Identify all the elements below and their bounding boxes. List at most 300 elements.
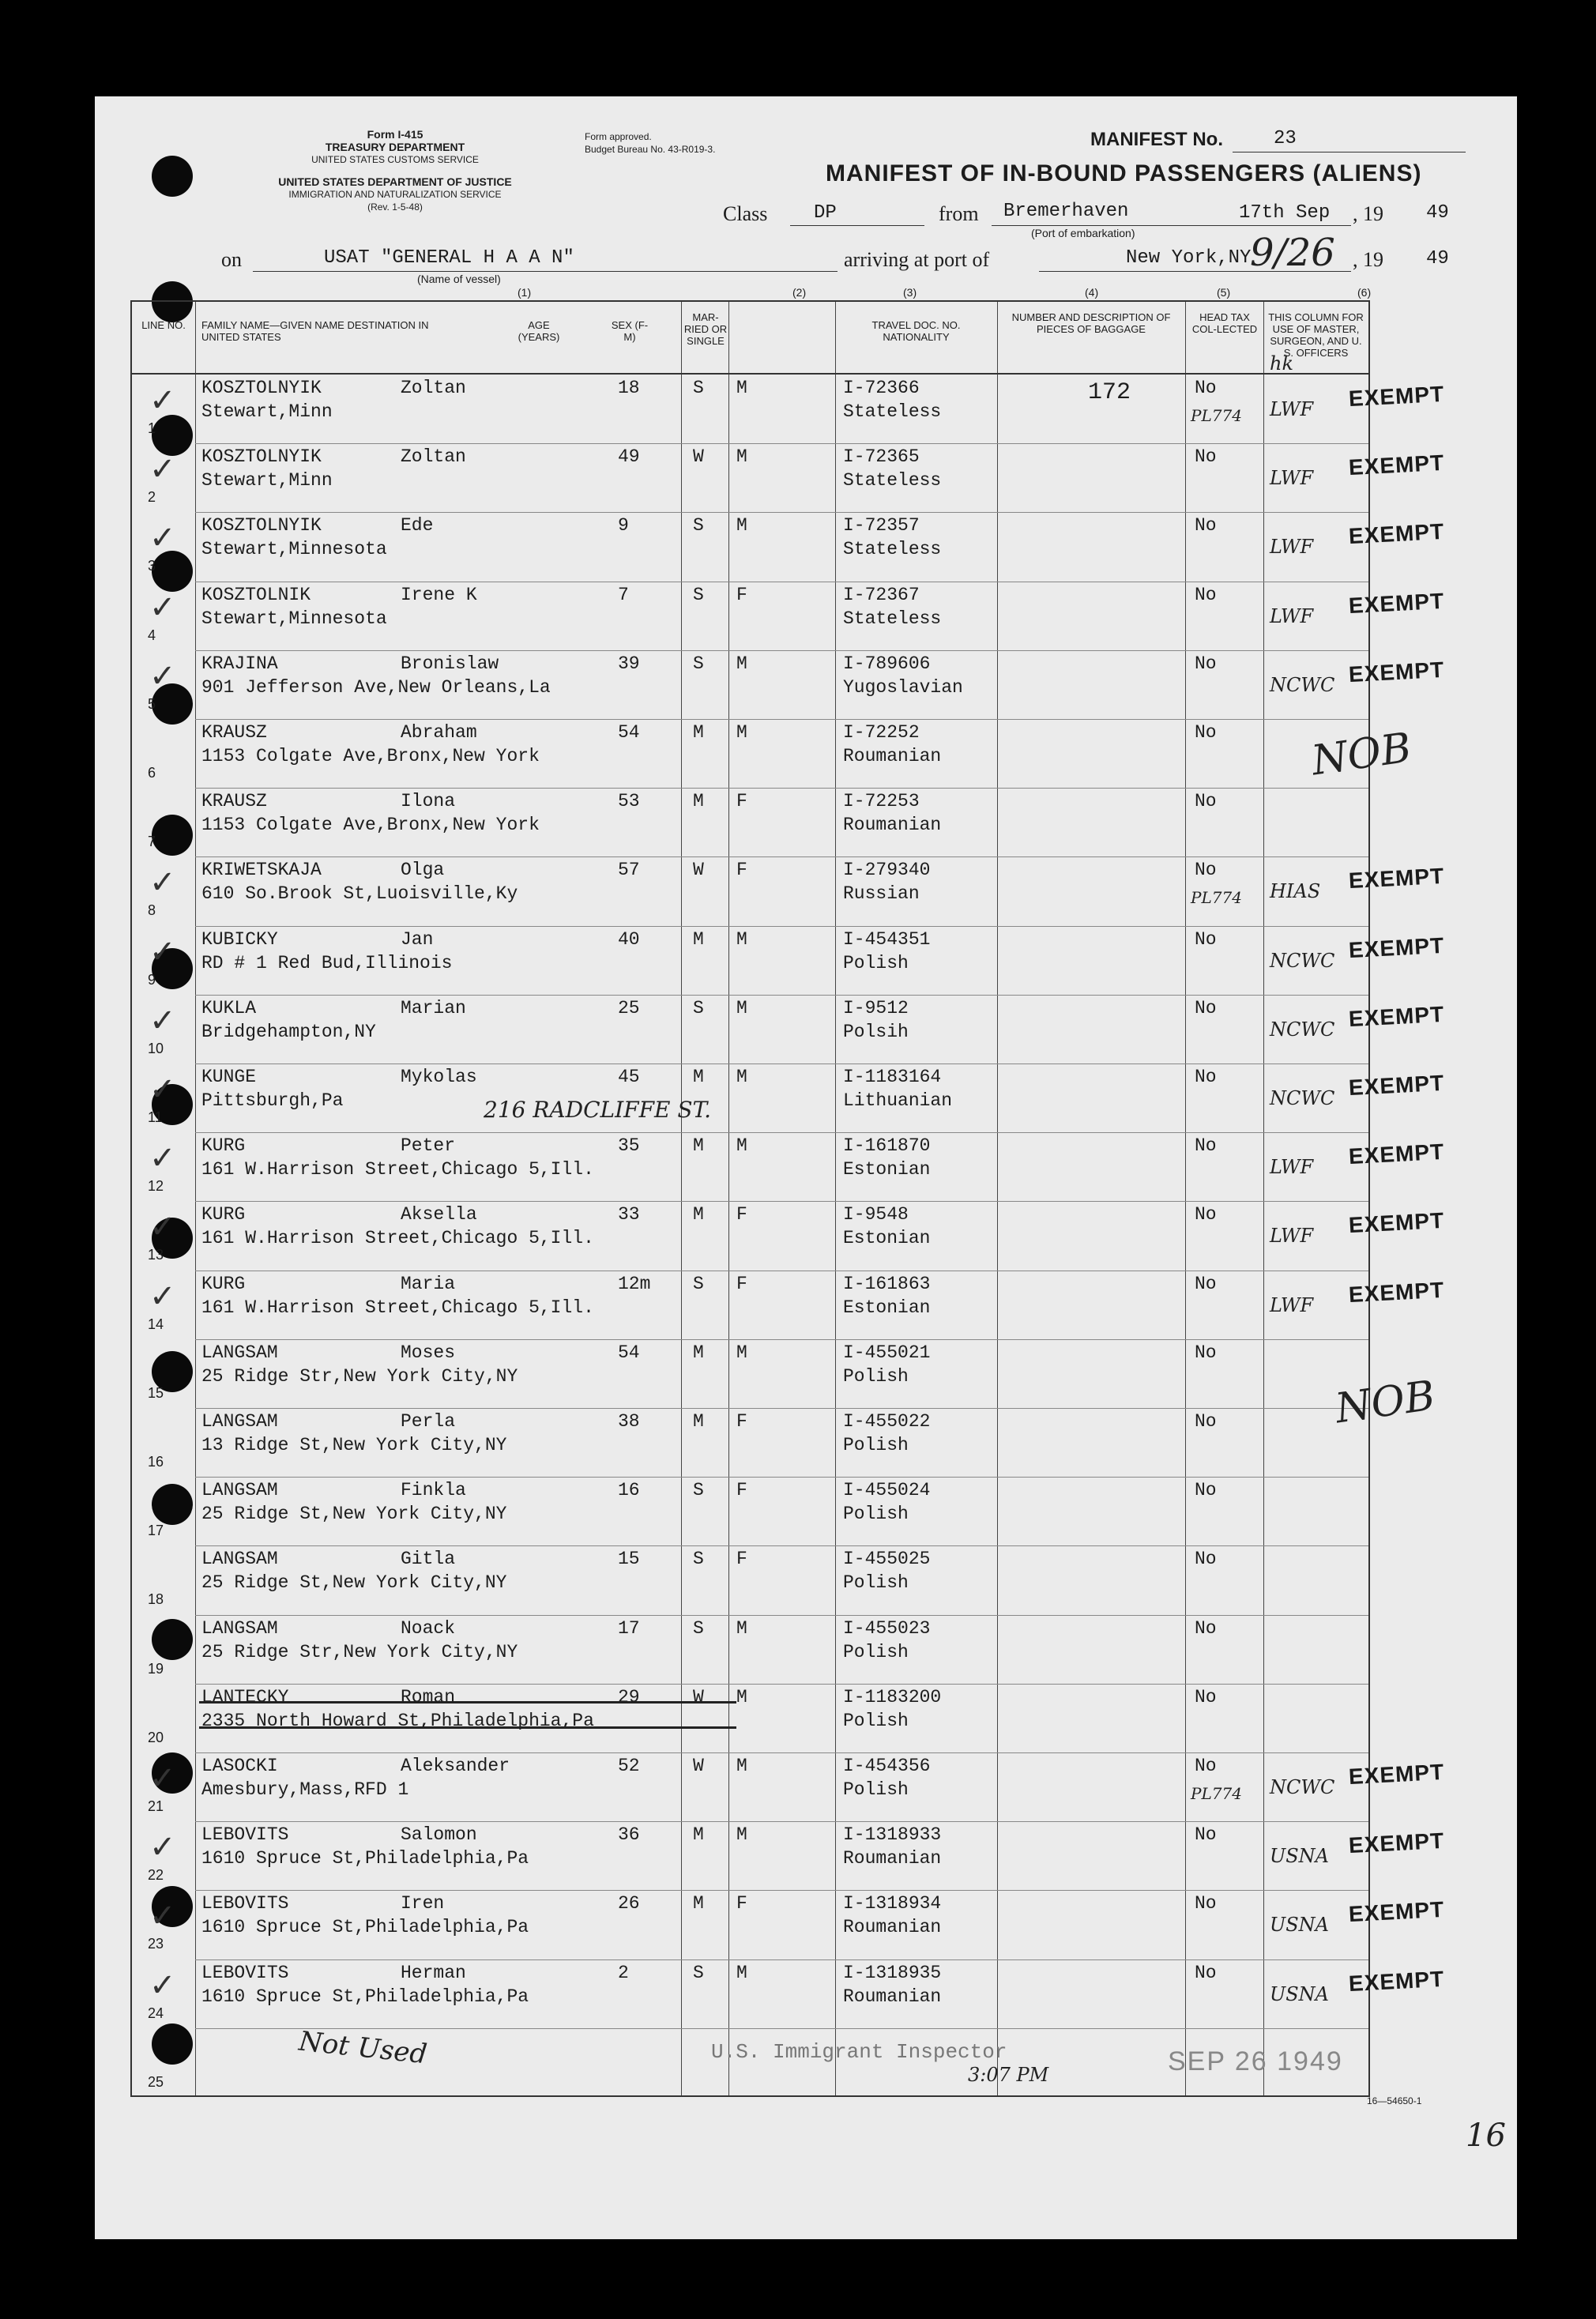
- travel-doc: I-161863: [843, 1273, 931, 1294]
- given-name: Salomon: [401, 1824, 477, 1846]
- head-tax: No: [1195, 1962, 1217, 1983]
- arrival-year-suffix: 49: [1426, 248, 1449, 269]
- agency-note: LWF: [1270, 398, 1314, 420]
- exempt-stamp: EXEMPT: [1348, 932, 1445, 962]
- destination: Stewart,Minnesota: [201, 608, 387, 629]
- baggage: 172: [1088, 379, 1131, 406]
- table-row: [132, 582, 1445, 650]
- travel-doc: I-455024: [843, 1480, 931, 1501]
- check-mark-icon: ✓: [149, 520, 176, 557]
- head-tax: No: [1195, 791, 1217, 812]
- line-number: 4: [148, 627, 156, 643]
- destination: 25 Ridge Str,New York City,NY: [201, 1641, 518, 1662]
- family-name: KRAJINA: [201, 653, 278, 674]
- head-tax: No: [1195, 378, 1217, 398]
- street-note: 216 RADCLIFFE ST.: [484, 1097, 712, 1123]
- manifest-no: 23: [1274, 128, 1297, 149]
- agency-note: LWF: [1270, 604, 1314, 627]
- family-name: LEBOVITS: [201, 1824, 289, 1846]
- given-name: Ilona: [401, 791, 456, 812]
- col-header-line: LINE NO.: [141, 319, 186, 331]
- exempt-stamp: EXEMPT: [1348, 1208, 1445, 1238]
- sex: M: [736, 1686, 747, 1707]
- agency-note: NCWC: [1270, 949, 1335, 972]
- marital-status: M: [693, 1411, 704, 1432]
- exempt-stamp: EXEMPT: [1348, 450, 1445, 480]
- given-name: Zoltan: [401, 378, 466, 398]
- page-title: MANIFEST OF IN-BOUND PASSENGERS (ALIENS): [826, 160, 1422, 186]
- family-name: LANGSAM: [201, 1342, 278, 1363]
- family-name: LANTECKY: [201, 1686, 289, 1707]
- line-number: 6: [148, 765, 156, 781]
- sex: M: [736, 1756, 747, 1776]
- col-num-3: (3): [903, 286, 917, 299]
- exempt-stamp: EXEMPT: [1348, 1139, 1445, 1169]
- line-number: 14: [148, 1316, 164, 1332]
- line-number: 21: [148, 1798, 164, 1814]
- from-value: Bremerhaven: [1003, 201, 1129, 222]
- travel-doc: I-454356: [843, 1756, 931, 1776]
- marital-status: M: [693, 791, 704, 812]
- family-name: KURG: [201, 1135, 246, 1157]
- family-name: LANGSAM: [201, 1549, 278, 1570]
- line-number: 1: [148, 420, 156, 436]
- exempt-stamp: EXEMPT: [1348, 1070, 1445, 1101]
- age: 7: [618, 584, 629, 605]
- tax-note: PL774: [1191, 1784, 1242, 1803]
- col-num-4: (4): [1085, 286, 1099, 299]
- age: 39: [618, 653, 640, 674]
- not-used-note: Not Used: [297, 2025, 429, 2071]
- given-name: Jan: [401, 928, 434, 950]
- travel-doc: I-161870: [843, 1135, 931, 1157]
- given-name: Irene K: [401, 584, 477, 605]
- on-label: on: [221, 248, 242, 271]
- nationality: Polish: [843, 952, 909, 973]
- nationality: Roumanian: [843, 746, 942, 766]
- given-name: Abraham: [401, 722, 477, 743]
- travel-doc: I-455025: [843, 1549, 931, 1570]
- sex: M: [736, 928, 747, 950]
- sex: M: [736, 1135, 747, 1157]
- line-number: 18: [148, 1591, 164, 1608]
- budget-bureau: Budget Bureau No. 43-R019-3.: [585, 144, 716, 155]
- travel-doc: I-9512: [843, 997, 909, 1018]
- age: 57: [618, 860, 640, 881]
- sex: F: [736, 1273, 747, 1294]
- col-num-2: (2): [792, 286, 807, 299]
- check-mark-icon: ✓: [149, 1898, 176, 1935]
- check-mark-icon: ✓: [149, 1002, 176, 1039]
- given-name: Bronislaw: [401, 653, 499, 674]
- sex: M: [736, 1824, 747, 1846]
- age: 54: [618, 1342, 640, 1363]
- from-label: from: [939, 202, 979, 225]
- vessel-name: USAT "GENERAL H A A N": [324, 247, 574, 269]
- marital-status: S: [693, 584, 704, 605]
- travel-doc: I-455021: [843, 1342, 931, 1363]
- marital-status: S: [693, 515, 704, 536]
- nationality: Estonian: [843, 1297, 931, 1318]
- exempt-stamp: EXEMPT: [1348, 864, 1445, 894]
- class-label: Class: [723, 202, 768, 225]
- sex: M: [736, 1962, 747, 1983]
- given-name: Zoltan: [401, 446, 466, 468]
- nationality: Lithuanian: [843, 1090, 953, 1111]
- sex: F: [736, 1411, 747, 1432]
- marital-status: S: [693, 1273, 704, 1294]
- exempt-stamp: EXEMPT: [1348, 519, 1445, 549]
- page-number: 16: [1466, 2118, 1506, 2154]
- destination: Amesbury,Mass,RFD 1: [201, 1779, 409, 1800]
- age: 12m: [618, 1273, 651, 1294]
- nationality: Roumanian: [843, 1917, 942, 1938]
- date-stamp: SEP 26 1949: [1168, 2046, 1343, 2076]
- col-header-married: MAR-RIED OR SINGLE: [683, 311, 728, 347]
- table-row: [132, 1064, 1445, 1132]
- travel-doc: I-789606: [843, 653, 931, 674]
- age: 40: [618, 928, 640, 950]
- head-tax: No: [1195, 1067, 1217, 1087]
- check-mark-icon: ✓: [149, 589, 176, 626]
- head-tax: No: [1195, 1342, 1217, 1363]
- travel-doc: I-455023: [843, 1617, 931, 1639]
- sex: M: [736, 515, 747, 536]
- marital-status: S: [693, 1617, 704, 1639]
- exempt-stamp: EXEMPT: [1348, 1277, 1445, 1307]
- head-tax: No: [1195, 446, 1217, 468]
- family-name: KOSZTOLNYIK: [201, 378, 322, 398]
- nationality: Yugoslavian: [843, 676, 963, 698]
- col-num-5: (5): [1217, 286, 1231, 299]
- check-mark-icon: ✓: [149, 451, 176, 488]
- marital-status: M: [693, 722, 704, 743]
- age: 25: [618, 997, 640, 1018]
- arrival-date-handwritten: 9/26: [1250, 231, 1335, 275]
- table-row: [132, 1201, 1445, 1270]
- family-name: KUBICKY: [201, 928, 278, 950]
- table-row: [132, 650, 1445, 719]
- marital-status: M: [693, 1067, 704, 1087]
- given-name: Peter: [401, 1135, 456, 1157]
- destination: Stewart,Minnesota: [201, 539, 387, 560]
- table-row: [132, 1959, 1445, 2028]
- nationality: Polish: [843, 1504, 909, 1525]
- age: 52: [618, 1756, 640, 1776]
- head-tax: No: [1195, 1617, 1217, 1639]
- family-name: KRIWETSKAJA: [201, 860, 322, 881]
- destination: 13 Ridge St,New York City,NY: [201, 1435, 507, 1455]
- nationality: Polsih: [843, 1021, 909, 1042]
- sex: M: [736, 378, 747, 398]
- nob-note-2: NOB: [1332, 1372, 1438, 1433]
- destination: RD # 1 Red Bud,Illinois: [201, 952, 453, 973]
- age: 54: [618, 722, 640, 743]
- vessel-caption: (Name of vessel): [417, 273, 501, 285]
- travel-doc: I-1183200: [843, 1686, 942, 1707]
- col-header-master: THIS COLUMN FOR USE OF MASTER, SURGEON, AND U. S. OFFICERS: [1268, 311, 1364, 359]
- col-header-name: FAMILY NAME—GIVEN NAME DESTINATION IN UNITED STATES: [201, 319, 429, 343]
- destination: 610 So.Brook St,Luoisville,Ky: [201, 883, 518, 905]
- year-prefix: , 19: [1353, 202, 1383, 225]
- destination: 901 Jefferson Ave,New Orleans,La: [201, 676, 551, 698]
- agency-note: USNA: [1270, 1982, 1329, 2005]
- family-name: KOSZTOLNYIK: [201, 515, 322, 536]
- marital-status: M: [693, 928, 704, 950]
- destination: Bridgehampton,NY: [201, 1021, 376, 1042]
- line-number: 13: [148, 1247, 164, 1263]
- col-header-travel-doc: TRAVEL DOC. NO. NATIONALITY: [871, 319, 961, 343]
- line-number: 25: [148, 2073, 164, 2090]
- given-name: Mykolas: [401, 1067, 477, 1087]
- given-name: Herman: [401, 1962, 466, 1983]
- marital-status: S: [693, 378, 704, 398]
- given-name: Roman: [401, 1686, 456, 1707]
- line-number: 2: [148, 489, 156, 506]
- arrival-port: New York,NY: [1126, 247, 1252, 269]
- destination: Pittsburgh,Pa: [201, 1090, 344, 1111]
- exempt-stamp: EXEMPT: [1348, 1897, 1445, 1927]
- head-tax: No: [1195, 1480, 1217, 1501]
- form-number: Form I-415: [367, 128, 423, 141]
- table-row: [132, 995, 1445, 1064]
- age: 36: [618, 1824, 640, 1846]
- nationality: Stateless: [843, 470, 942, 491]
- age: 49: [618, 446, 640, 468]
- agency-note: NCWC: [1270, 1776, 1335, 1798]
- line-number: 15: [148, 1384, 164, 1401]
- family-name: KRAUSZ: [201, 791, 267, 812]
- binder-hole: [152, 156, 193, 197]
- table-row: [132, 1684, 1368, 1752]
- agency-note: LWF: [1270, 467, 1314, 490]
- check-mark-icon: ✓: [149, 1760, 176, 1797]
- from-underline: [992, 225, 1229, 226]
- form-block: [221, 128, 569, 166]
- given-name: Marian: [401, 997, 466, 1018]
- line-number: 24: [148, 2005, 164, 2021]
- given-name: Aksella: [401, 1204, 477, 1225]
- family-name: LANGSAM: [201, 1480, 278, 1501]
- nationality: Stateless: [843, 539, 942, 560]
- given-name: Olga: [401, 860, 445, 881]
- marital-status: M: [693, 1135, 704, 1157]
- tax-note: PL774: [1191, 406, 1242, 425]
- nationality: Roumanian: [843, 1986, 942, 2007]
- destination: 1610 Spruce St,Philadelphia,Pa: [201, 1986, 529, 2007]
- date-value: 17th Sep: [1239, 202, 1331, 224]
- table-row: [132, 1890, 1445, 1959]
- tax-note: PL774: [1191, 888, 1242, 908]
- strike-through-line: [199, 1726, 736, 1729]
- age: 2: [618, 1962, 629, 1983]
- sex: F: [736, 584, 747, 605]
- nationality: Roumanian: [843, 815, 942, 836]
- year-suffix: 49: [1426, 202, 1449, 224]
- marital-status: W: [693, 1686, 704, 1707]
- destination: 25 Ridge Str,New York City,NY: [201, 1365, 518, 1387]
- table-row: [132, 926, 1445, 995]
- agency-note: NCWC: [1270, 1087, 1335, 1109]
- agency-note: NCWC: [1270, 1018, 1335, 1041]
- form-approved: Form approved.: [585, 131, 652, 142]
- destination: 1153 Colgate Ave,Bronx,New York: [201, 746, 540, 766]
- head-tax: No: [1195, 1824, 1217, 1846]
- line-number: 7: [148, 834, 156, 850]
- agency-note: LWF: [1270, 1156, 1314, 1179]
- head-tax: No: [1195, 1204, 1217, 1225]
- family-name: KUNGE: [201, 1067, 257, 1087]
- head-tax: No: [1195, 860, 1217, 881]
- family-name: LANGSAM: [201, 1411, 278, 1432]
- destination: 1153 Colgate Ave,Bronx,New York: [201, 815, 540, 836]
- family-name: KUKLA: [201, 997, 257, 1018]
- table-row: [132, 1615, 1368, 1684]
- head-tax: No: [1195, 1411, 1217, 1432]
- nationality: Polish: [843, 1572, 909, 1594]
- inspector-label: U.S. Immigrant Inspector: [711, 2040, 1007, 2064]
- line-number: 16: [148, 1454, 164, 1470]
- agency-note: LWF: [1270, 1293, 1314, 1316]
- exempt-stamp: EXEMPT: [1348, 1759, 1445, 1790]
- given-name: Maria: [401, 1273, 456, 1294]
- travel-doc: I-1318935: [843, 1962, 942, 1983]
- manifest-no-label: MANIFEST No.: [1090, 129, 1223, 150]
- approval-block: [585, 130, 822, 156]
- nationality: Polish: [843, 1435, 909, 1455]
- travel-doc: I-455022: [843, 1411, 931, 1432]
- head-tax: No: [1195, 1893, 1217, 1914]
- marital-status: M: [693, 1342, 704, 1363]
- table-row: [132, 1821, 1445, 1890]
- exempt-stamp: EXEMPT: [1348, 588, 1445, 618]
- table-row: [132, 1408, 1368, 1477]
- travel-doc: I-72357: [843, 515, 920, 536]
- family-name: KURG: [201, 1204, 246, 1225]
- table-row: [132, 1271, 1445, 1339]
- check-mark-icon: ✓: [149, 1967, 176, 2004]
- table-row: [132, 512, 1445, 581]
- sex: M: [736, 722, 747, 743]
- head-tax: No: [1195, 1686, 1217, 1707]
- family-name: KOSZTOLNIK: [201, 584, 311, 605]
- class-value: DP: [814, 202, 837, 224]
- destination: 1610 Spruce St,Philadelphia,Pa: [201, 1848, 529, 1869]
- form-code: 16—54650-1: [1367, 2095, 1422, 2106]
- sex: M: [736, 1067, 747, 1087]
- travel-doc: I-1318934: [843, 1893, 942, 1914]
- sex: F: [736, 860, 747, 881]
- port-embark-caption: (Port of embarkation): [1031, 227, 1135, 239]
- table-row: [132, 375, 1445, 443]
- line-number: 17: [148, 1523, 164, 1539]
- sex: M: [736, 997, 747, 1018]
- col-header-age: AGE (YEARS): [518, 319, 560, 343]
- destination: Stewart,Minn: [201, 470, 333, 491]
- ins-label: IMMIGRATION AND NATURALIZATION SERVICE: [288, 189, 502, 200]
- marital-status: W: [693, 446, 704, 468]
- age: 53: [618, 791, 640, 812]
- sex: M: [736, 446, 747, 468]
- nationality: Estonian: [843, 1228, 931, 1249]
- given-name: Perla: [401, 1411, 456, 1432]
- nationality: Polish: [843, 1365, 909, 1387]
- head-tax: No: [1195, 584, 1217, 605]
- family-name: KRAUSZ: [201, 722, 267, 743]
- head-tax: No: [1195, 928, 1217, 950]
- check-mark-icon: ✓: [149, 1071, 176, 1108]
- marital-status: S: [693, 1549, 704, 1570]
- arriving-label: arriving at port of: [844, 248, 990, 271]
- table-row: [132, 856, 1445, 925]
- line-number: 22: [148, 1867, 164, 1884]
- col-num-6: (6): [1357, 286, 1372, 299]
- given-name: Ede: [401, 515, 434, 536]
- destination: 2335 North Howard St,Philadelphia,Pa: [201, 1710, 594, 1731]
- family-name: LASOCKI: [201, 1756, 278, 1776]
- justice-block: [221, 175, 569, 213]
- age: 17: [618, 1617, 640, 1639]
- age: 16: [618, 1480, 640, 1501]
- agency-note: NCWC: [1270, 673, 1335, 696]
- line-number: 5: [148, 695, 156, 712]
- age: 18: [618, 378, 640, 398]
- exempt-stamp: EXEMPT: [1348, 381, 1445, 412]
- family-name: LEBOVITS: [201, 1893, 289, 1914]
- sex: F: [736, 1480, 747, 1501]
- age: 26: [618, 1893, 640, 1914]
- table-row: [132, 1752, 1445, 1821]
- col-header-baggage: NUMBER AND DESCRIPTION OF PIECES OF BAGGAGE: [1011, 311, 1171, 335]
- head-tax: No: [1195, 515, 1217, 536]
- col-header-sex: SEX (F-M): [611, 319, 649, 343]
- marital-status: S: [693, 1480, 704, 1501]
- justice-dept: UNITED STATES DEPARTMENT OF JUSTICE: [278, 175, 512, 188]
- nationality: Polish: [843, 1710, 909, 1731]
- head-tax: No: [1195, 653, 1217, 674]
- nob-note-1: NOB: [1308, 724, 1414, 785]
- col-header-master-note: hk: [1270, 352, 1293, 375]
- check-mark-icon: ✓: [149, 657, 176, 695]
- check-mark-icon: ✓: [149, 1209, 176, 1246]
- given-name: Noack: [401, 1617, 456, 1639]
- check-mark-icon: ✓: [149, 1829, 176, 1866]
- age: 45: [618, 1067, 640, 1087]
- age: 9: [618, 515, 629, 536]
- marital-status: M: [693, 1824, 704, 1846]
- sex: F: [736, 1204, 747, 1225]
- table-row: [132, 443, 1445, 512]
- class-underline: [790, 225, 924, 226]
- table-row: [132, 1545, 1368, 1614]
- marital-status: S: [693, 1962, 704, 1983]
- line-number: 19: [148, 1660, 164, 1677]
- given-name: Iren: [401, 1893, 445, 1914]
- agency-note: USNA: [1270, 1914, 1329, 1937]
- customs-service: UNITED STATES CUSTOMS SERVICE: [311, 154, 479, 165]
- head-tax: No: [1195, 997, 1217, 1018]
- table-row: [132, 788, 1368, 856]
- family-name: KURG: [201, 1273, 246, 1294]
- travel-doc: I-1318933: [843, 1824, 942, 1846]
- travel-doc: I-9548: [843, 1204, 909, 1225]
- rev-label: (Rev. 1-5-48): [367, 201, 423, 213]
- destination: 161 W.Harrison Street,Chicago 5,Ill.: [201, 1297, 594, 1318]
- line-number: 8: [148, 902, 156, 919]
- destination: Stewart,Minn: [201, 401, 333, 422]
- head-tax: No: [1195, 1273, 1217, 1294]
- exempt-stamp: EXEMPT: [1348, 1966, 1445, 1996]
